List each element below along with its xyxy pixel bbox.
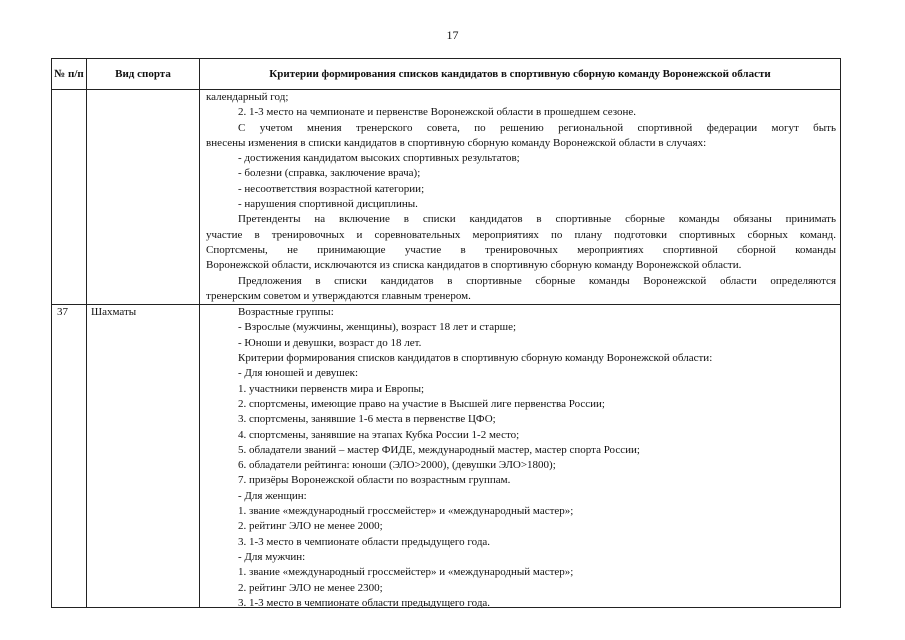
criteria-line: 5. обладатели званий – мастер ФИДЕ, международный мастер, мастер спорта России; xyxy=(238,443,640,456)
criteria-line: календарный год; xyxy=(206,91,289,103)
criteria-line: 1. звание «международный гроссмейстер» и «международный мастер»; xyxy=(238,566,574,579)
criteria-line: участие в тренировочных и соревновательных мероприятиях по плану подготовки спортивных сборных команд. xyxy=(206,228,836,241)
criteria-line: - Юноши и девушки, возраст до 18 лет. xyxy=(238,336,422,349)
criteria-line: - Для юношей и девушек: xyxy=(238,367,358,380)
criteria-line: 2. спортсмены, имеющие право на участие в Высшей лиге первенства России; xyxy=(238,397,605,410)
table-row-continuation xyxy=(52,90,841,305)
criteria-line: - достижения кандидатом высоких спортивных результатов; xyxy=(238,152,520,165)
table-row-chess xyxy=(52,305,841,608)
row-number: 37 xyxy=(52,305,87,608)
criteria-line: 4. спортсмены, занявшие на этапах Кубка России 1-2 место; xyxy=(238,428,520,441)
criteria-line: - Для мужчин: xyxy=(238,550,306,563)
criteria-line: 6. обладатели рейтинга: юноши (ЭЛО>2000), (девушки ЭЛО>1800); xyxy=(238,459,556,472)
continuation-criteria-cell xyxy=(200,90,841,305)
criteria-line: 7. призёры Воронежской области по возрастным группам. xyxy=(238,474,511,487)
criteria-line: 2. 1-3 место на чемпионате и первенстве Воронежской области в прошедшем сезоне. xyxy=(238,106,637,119)
chess-criteria-cell xyxy=(200,305,841,608)
criteria-line: - Взрослые (мужчины, женщины), возраст 18 лет и старше; xyxy=(238,321,517,334)
header-sport: Вид спорта xyxy=(87,59,200,90)
criteria-line: 1. участники первенств мира и Европы; xyxy=(238,382,425,395)
continuation-number-cell xyxy=(52,90,87,305)
page-number: 17 xyxy=(446,28,459,42)
criteria-line: 2. рейтинг ЭЛО не менее 2000; xyxy=(238,520,383,533)
criteria-line: 1. звание «международный гроссмейстер» и «международный мастер»; xyxy=(238,505,574,518)
header-number: № п/п xyxy=(52,59,87,90)
criteria-line: Критерии формирования списков кандидатов в спортивную сборную команду Воронежской области: xyxy=(238,352,713,365)
criteria-line: 2. рейтинг ЭЛО не менее 2300; xyxy=(238,581,383,594)
criteria-line: - несоответствия возрастной категории; xyxy=(238,182,425,195)
criteria-line: Спортсмены, не принимающие участие в тренировочных мероприятиях спортивной сборной команды xyxy=(206,243,836,256)
header-criteria: Критерии формирования списков кандидатов в спортивную сборную команду Воронежской области xyxy=(200,59,841,90)
criteria-line: Воронежской области, исключаются из списка кандидатов в спортивную сборную команду Воронежской области. xyxy=(206,259,742,272)
criteria-line: - болезни (справка, заключение врача); xyxy=(238,167,421,180)
criteria-line: Возрастные группы: xyxy=(238,306,334,319)
sport-name: Шахматы xyxy=(87,305,200,608)
criteria-line: внесены изменения в списки кандидатов в спортивную сборную команду Воронежской области в случаях: xyxy=(206,136,707,149)
criteria-line: С учетом мнения тренерского совета, по решению региональной спортивной федерации могут быть xyxy=(238,121,836,134)
continuation-sport-cell xyxy=(87,90,200,305)
criteria-line: 3. спортсмены, занявшие 1-6 места в первенстве ЦФО; xyxy=(238,413,496,426)
table-header-row xyxy=(52,59,841,90)
criteria-line: - Для женщин: xyxy=(238,489,307,502)
criteria-line: Предложения в списки кандидатов в спортивные сборные команды Воронежской области определяются xyxy=(238,274,836,287)
criteria-line: - нарушения спортивной дисциплины. xyxy=(238,198,418,211)
criteria-line: 3. 1-3 место в чемпионате области предыдущего года. xyxy=(238,596,491,607)
criteria-table xyxy=(51,58,841,608)
criteria-line: 3. 1-3 место в чемпионате области предыдущего года. xyxy=(238,535,491,548)
criteria-line: тренерским советом и утверждаются главным тренером. xyxy=(206,289,471,302)
criteria-line: Претенденты на включение в списки кандидатов в спортивные сборные команды обязаны принимать xyxy=(238,213,836,226)
